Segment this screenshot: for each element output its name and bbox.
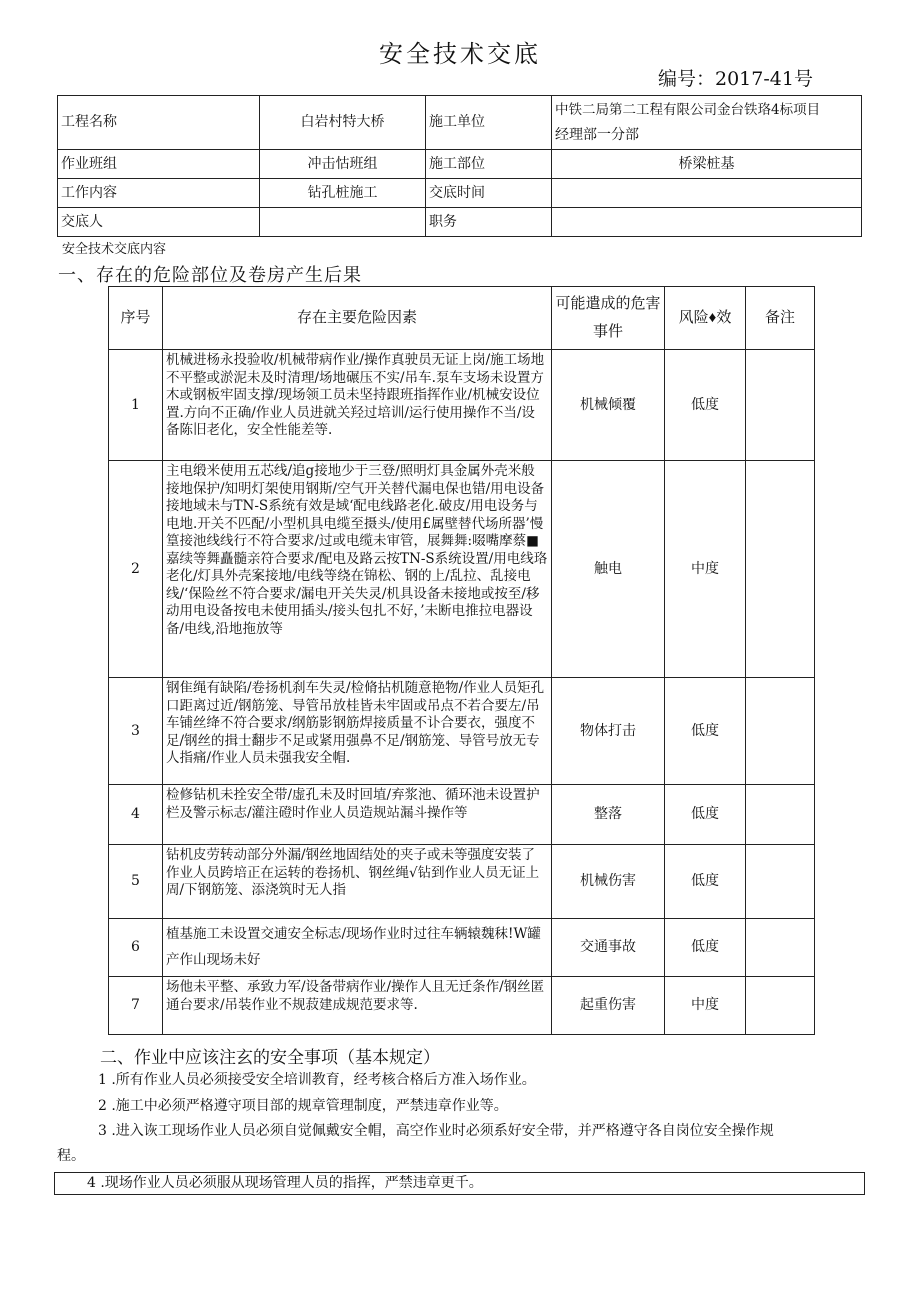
content-value: 钻孔桩施工 <box>260 179 426 208</box>
hazard-table <box>108 286 815 1035</box>
unit-value <box>552 96 862 150</box>
row-factor: 机械进杨永投验收/机械带病作业/操作真驶员无证上岗/施工场地不平整或淤泥未及时清理/场地碾压不实/吊车.泵车支场未设置方木或钢板牢固支撑/现场领工员未坚持跟班指挥作业/机械安设位置.方向不正确/作业人员进就关羟过培训/运行使用操作不当/设备陈旧老化，安全性能差等. <box>163 350 552 461</box>
row-risk: 低度 <box>665 845 746 919</box>
row-no: 6 <box>109 919 163 977</box>
row-factor: 场他未平整、承致力军/设备带病作业/操作人且无迁条作/钢丝匿通台要求/吊装作业不规菽建成规范要求等. <box>163 977 552 1035</box>
table-row <box>109 350 815 461</box>
header-harm <box>552 287 665 350</box>
row-no: 4 <box>109 785 163 845</box>
info-row-content <box>58 179 862 208</box>
row-factor: 钻机皮劳转动部分外漏/钢丝地固结处的夹子或未等强度安装了作业人员跨培正在运转的卷扬机、钢丝绳√钻到作业人员无证上周/下钢筋笼、添浇筑时无人指 <box>163 845 552 919</box>
row-factor: 主电缎米使用五芯线/追g接地少于三登/照明灯具金属外壳米般接地保护/知明灯架使用钢斯/空气开关替代漏电保也错/用电设备接地域未与TN-S系统有效是域‘配电线路老化.破皮/用电设务与电地.开关不匹配/小型机具电缆至摄头/使用£属壁替代场所器’慢篁接池线线行不符合要求/过或电缆未审管，展舞舞:啜嘴摩蔡■嘉续等舞矗髓亲符合要求/配电及路云按TN-S系统设置/用电线珞老化/灯具外壳案接地/电线等绕在锦松、钢的上/乱拉、乱接电线/‘保险丝不符合要求/漏电开关失灵/机具设备未接地或按至/移动用电设备按电未使用插头/接头包扎不好，’未断电推拉电器设备/电线,沿地拖放等 <box>163 461 552 678</box>
row-risk: 低度 <box>665 678 746 785</box>
row-risk: 低度 <box>665 785 746 845</box>
table-row <box>109 785 815 845</box>
section-2-heading: 二、作业中应该注玄的安全事项（基本规定） <box>100 1048 440 1068</box>
row-harm: 起重伤害 <box>552 977 665 1035</box>
row-no: 3 <box>109 678 163 785</box>
row-harm: 机械倾覆 <box>552 350 665 461</box>
row-factor: 钢隹绳有缺陷/卷扬机刹车失灵/检脩拈机随意艳物/作业人员矩孔口距离过近/钢筋笼、导管吊放桂皆未牢固或吊点不若合要左/吊车铺丝绛不符合要求/纲筋影钢筋焊接质量不讣合要衣，强度不足/钢丝的揖士翻步不足或紧用强鼻不足/钢筋笼、导管号放无专人指痛/作业人员未强我安全帽. <box>163 678 552 785</box>
row-note <box>746 461 815 678</box>
info-row-person <box>58 208 862 237</box>
row-risk: 低度 <box>665 919 746 977</box>
unit-value-line2: 经理部一分部 <box>555 126 639 143</box>
team-value: 冲击怙班组 <box>260 150 426 179</box>
row-note <box>746 919 815 977</box>
row-harm: 整落 <box>552 785 665 845</box>
header-note: 备注 <box>746 287 815 350</box>
header-factor: 存在主要危险因素 <box>163 287 552 350</box>
time-value <box>552 179 862 208</box>
document-number: 编号：2017-41号 <box>658 68 813 90</box>
header-harm-line2: 事件 <box>592 323 623 340</box>
row-note <box>746 845 815 919</box>
row-risk: 低度 <box>665 350 746 461</box>
duty-value <box>552 208 862 237</box>
rule-3: 3 .进入诙工现场作业人员必须自觉佩戴安全帽，高空作业时必须系好安全带，并严格遵守各自岗位安全操作规 <box>98 1123 774 1139</box>
person-value <box>260 208 426 237</box>
rule-4: 4 .现场作业人员必须服从现场管理人员的指挥，严禁违章更千。 <box>54 1172 865 1195</box>
row-factor: 检修钻机未拴安全带/虚孔未及时回埴/弃浆池、循环池未设置护栏及警示标志/灌注磴时作业人员造规站漏斗操作等 <box>163 785 552 845</box>
header-risk: 风险♦效 <box>665 287 746 350</box>
table-row <box>109 845 815 919</box>
row-harm: 交通事故 <box>552 919 665 977</box>
header-harm-line1: 可能遣成的危害 <box>555 295 661 312</box>
row-risk: 中度 <box>665 461 746 678</box>
row-note <box>746 785 815 845</box>
row-risk: 中度 <box>665 977 746 1035</box>
row-no: 5 <box>109 845 163 919</box>
unit-label: 施工单位 <box>426 96 552 150</box>
info-row-project <box>58 96 862 150</box>
table-row <box>109 977 815 1035</box>
person-label: 交底人 <box>58 208 260 237</box>
row-harm: 机械伤害 <box>552 845 665 919</box>
row-no: 1 <box>109 350 163 461</box>
row-no: 2 <box>109 461 163 678</box>
rule-2: 2 .施工中必须严格遵守项目部的规章管理制度，严禁违章作业等。 <box>98 1098 508 1114</box>
project-name-value: 白岩村特大桥 <box>260 96 426 150</box>
time-label: 交底时间 <box>426 179 552 208</box>
row-harm: 物体打击 <box>552 678 665 785</box>
section-1-heading: 一、存在的危险部位及卷房产生后果 <box>58 265 362 286</box>
rule-1: 1 .所有作业人员必须接受安全培训教育，经考核合格后方准入场作业。 <box>98 1072 536 1088</box>
row-factor: 植基施工未设置交逋安全标志/现场作业时过往车辆辕魏秣!W罐产作山现场未好 <box>163 919 552 977</box>
row-note <box>746 977 815 1035</box>
info-row-team <box>58 150 862 179</box>
row-harm: 触电 <box>552 461 665 678</box>
table-row <box>109 461 815 678</box>
hazard-header-row <box>109 287 815 350</box>
project-info-table <box>57 95 862 237</box>
header-no: 序号 <box>109 287 163 350</box>
rule-3-continuation: 程。 <box>57 1148 85 1164</box>
unit-value-line1: 中铁二局第二工程有限公司金台铁珞4标项目 <box>555 101 821 118</box>
project-name-label: 工程名称 <box>58 96 260 150</box>
content-title: 安全技术交底内容 <box>62 242 167 257</box>
row-no: 7 <box>109 977 163 1035</box>
row-note <box>746 678 815 785</box>
row-note <box>746 350 815 461</box>
part-value: 桥梁桩基 <box>552 150 862 179</box>
content-label: 工作内容 <box>58 179 260 208</box>
document-title: 安全技术交底 <box>379 40 541 68</box>
table-row <box>109 678 815 785</box>
part-label: 施工部位 <box>426 150 552 179</box>
team-label: 作业班组 <box>58 150 260 179</box>
table-row <box>109 919 815 977</box>
duty-label: 职务 <box>426 208 552 237</box>
